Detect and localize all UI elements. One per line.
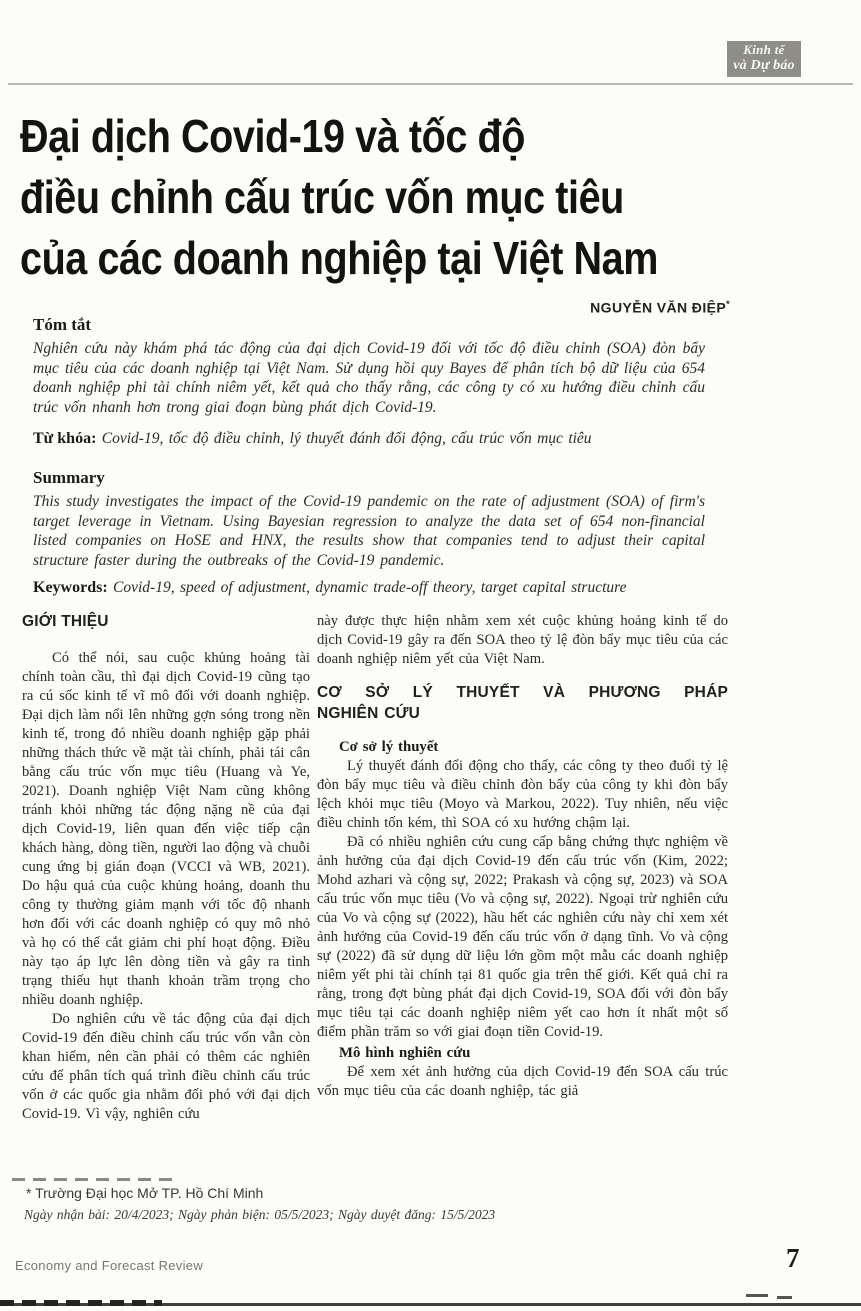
keywords-en-text: Covid-19, speed of adjustment, dynamic trade-off theory, target capital structure	[107, 579, 627, 596]
footer-page-number: 7	[786, 1243, 800, 1273]
theory-column	[317, 612, 728, 1101]
scan-artifact-mark-2	[777, 1296, 792, 1299]
model-paragraph: Để xem xét ảnh hưởng của dịch Covid-19 đến SOA cấu trúc vốn mục tiêu của các doanh nghiệp, tác giả	[317, 1064, 728, 1099]
author-footnote-asterisk: *	[726, 299, 730, 309]
theory-paragraph-2: Đã có nhiều nghiên cứu cung cấp bằng chứng thực nghiệm về ảnh hưởng của đại dịch Covid-19 đến cấu trúc vốn (Kim, 2022; Mohd azhari và cộng sự, 2022; Prakash và cộng sự, 2023) và SOA cấu trúc vốn mục tiêu (Vo và cộng sự, 2022). Ngoại trừ nghiên cứu của Vo và cộng sự (2022), hầu hết các nghiên cứu này chỉ xem xét ảnh hưởng của Covid-19 đến cấu trúc vốn ở dạng tĩnh. Vo và cộng sự (2022) đã sử dụng dữ liệu lớn gồm một mẫu các doanh nghiệp niêm yết phi tài chính tại 81 quốc gia trên thế giới. Kết quả chỉ ra rằng, trong đợt bùng phát đại dịch Covid-19, SOA đối với đòn bẩy mục tiêu tại các doanh nghiệp niêm yết cao hơn ít nhất một số điểm phần trăm so với giai đoạn tiền Covid-19.	[317, 834, 728, 1040]
footnote-divider	[12, 1178, 174, 1181]
abstract-en-heading: Summary	[33, 468, 105, 487]
title-line-1: Đại dịch Covid-19 và tốc độ	[20, 110, 525, 162]
keywords-vi-label: Từ khóa:	[33, 430, 97, 447]
footer-journal-name: Economy and Forecast Review	[15, 1258, 204, 1273]
keywords-en-line	[33, 579, 713, 597]
author-byline	[330, 299, 730, 316]
intro-paragraph-2: Do nghiên cứu về tác động của đại dịch Covid-19 đến điều chỉnh cấu trúc vốn vẫn còn khan hiếm, nên cần phải có thêm các nghiên cứu để phân tích quá trình điều chỉnh cấu trúc vốn ở các quốc gia nhằm đối phó với đại dịch Covid-19. Vì vậy, nghiên cứu	[22, 1011, 310, 1122]
theory-paragraph-1: Lý thuyết đánh đổi động cho thấy, các công ty theo đuổi tỷ lệ đòn bẩy mục tiêu và điều chỉnh đòn bẩy của công ty khi đòn bẩy lệch khỏi mục tiêu (Moyo và Markou, 2022). Tuy nhiên, nếu việc điều chỉnh tốn kém, thì SOA có xu hướng chậm lại.	[317, 758, 728, 831]
intro-paragraph-2-continued: này được thực hiện nhằm xem xét cuộc khủng hoảng kinh tế do dịch Covid-19 gây ra đến SOA theo tỷ lệ đòn bẩy mục tiêu của các doanh nghiệp niêm yết của Việt Nam.	[317, 613, 728, 667]
header-divider-rule	[8, 83, 853, 85]
theory-method-heading	[317, 682, 728, 724]
keywords-vi-text: Covid-19, tốc độ điều chỉnh, lý thuyết đánh đổi động, cấu trúc vốn mục tiêu	[96, 430, 592, 447]
article-title	[20, 106, 762, 289]
page-bottom-edge-dashes	[0, 1300, 162, 1306]
abstract-vi-section	[33, 315, 705, 417]
keywords-vi-line	[33, 430, 713, 448]
abstract-vi-body: Nghiên cứu này khám phá tác động của đại dịch Covid-19 đối với tốc độ điều chỉnh (SOA) đòn bẩy mục tiêu của các doanh nghiệp tại Việt Nam. Sử dụng hồi quy Bayes để phân tích bộ dữ liệu của 654 doanh nghiệp phi tài chính niêm yết, kết quả cho thấy rằng, các công ty có xu hướng điều chỉnh cấu trúc vốn nhanh hơn trong giai đoạn bùng phát dịch Covid-19.	[33, 340, 705, 416]
title-line-2: điều chỉnh cấu trúc vốn mục tiêu	[20, 171, 624, 223]
footnote-affiliation: * Trường Đại học Mở TP. Hồ Chí Minh	[26, 1185, 264, 1201]
footnote-dates: Ngày nhận bài: 20/4/2023; Ngày phản biện: 05/5/2023; Ngày duyệt đăng: 15/5/2023	[24, 1207, 496, 1222]
theory-method-heading-line-1: CƠ SỞ LÝ THUYẾT VÀ PHƯƠNG PHÁP	[317, 684, 728, 701]
journal-logo-line2: và Dự báo	[733, 57, 795, 73]
theory-method-heading-line-2: NGHIÊN CỨU	[317, 705, 421, 722]
journal-logo-line1: Kinh tế	[743, 42, 785, 57]
intro-column	[22, 612, 310, 1124]
model-subheading: Mô hình nghiên cứu	[339, 1045, 471, 1061]
intro-paragraph-1: Có thể nói, sau cuộc khủng hoảng tài chính toàn cầu, thì đại dịch Covid-19 cũng tạo ra cú sốc kinh tế vĩ mô đối với doanh nghiệp. Đại dịch làm nổi lên những gợn sóng trong nền kinh tế, trong đó nhiều doanh nghiệp gặp phải những thách thức về mặt tài chính, phải tái cân bằng cấu trúc vốn mục tiêu (Huang và Ye, 2021). Doanh nghiệp Việt Nam cũng không tránh khỏi những tác động nặng nề của đại dịch Covid-19, liên quan đến việc tiếp cận khách hàng, dòng tiền, người lao động và chuỗi cung ứng bị gián đoạn (VCCI và WB, 2021). Do hậu quả của cuộc khủng hoảng, doanh thu công ty thường giảm mạnh với tốc độ nhanh hơn đối với các doanh nghiệp có quy mô nhỏ và họ có thể cắt giảm chi phí hoạt động. Điều này tạo áp lực lên dòng tiền và gây ra tình trạng thiếu hụt thanh khoản trầm trọng cho nhiều doanh nghiệp.	[22, 650, 310, 1008]
keywords-en-label: Keywords:	[33, 579, 108, 596]
title-line-3: của các doanh nghiệp tại Việt Nam	[20, 232, 658, 284]
journal-logo	[727, 41, 801, 77]
intro-heading: GIỚI THIỆU	[22, 613, 109, 630]
abstract-en-section	[33, 468, 705, 570]
abstract-vi-heading: Tóm tắt	[33, 315, 92, 334]
scan-artifact-mark-1	[746, 1294, 768, 1297]
abstract-en-body: This study investigates the impact of the Covid-19 pandemic on the rate of adjustment (SOA) of firm's target leverage in Vietnam. Using Bayesian regression to analyze the data set of 654 non-financial listed companies on HoSE and HNX, the results show that companies tend to adjust their capital structure faster during the outbreaks of the Covid-19 pandemic.	[33, 493, 705, 569]
author-name: NGUYỄN VĂN ĐIỆP	[590, 299, 727, 316]
theory-subheading: Cơ sở lý thuyết	[339, 739, 439, 755]
